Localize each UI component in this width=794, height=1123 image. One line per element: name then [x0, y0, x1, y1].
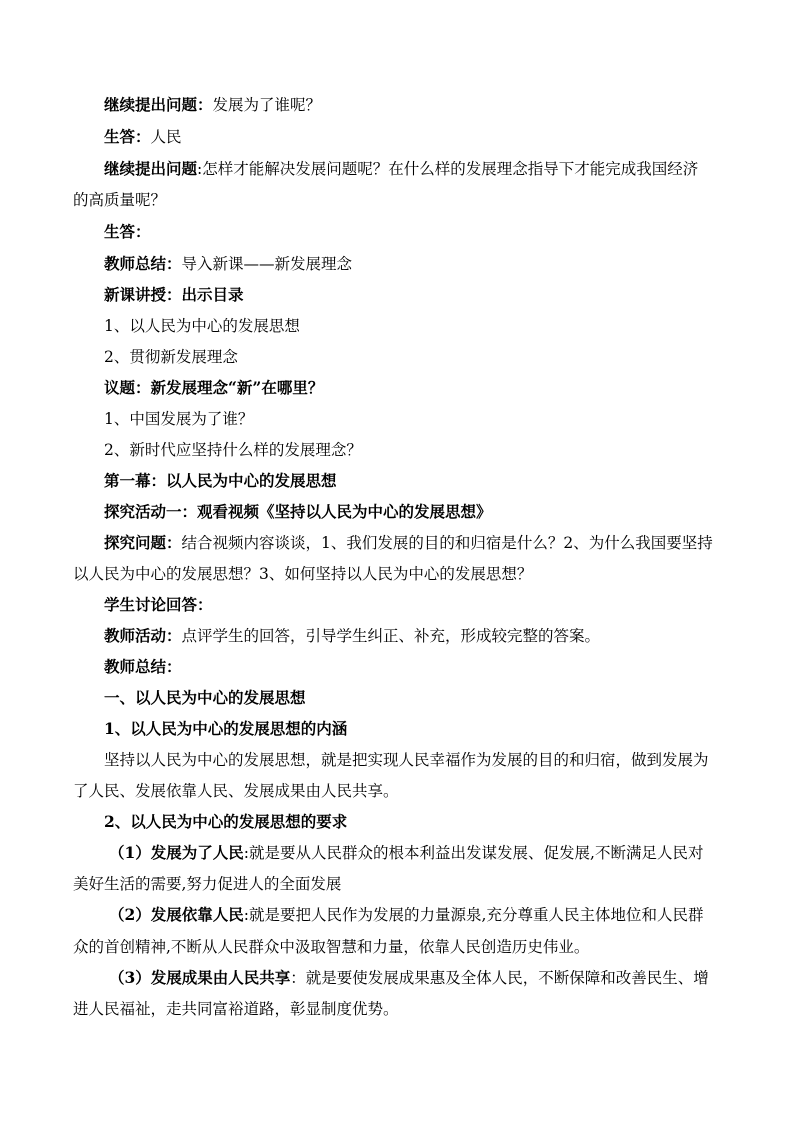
line-question-who: [104, 95, 321, 115]
line-new-lesson: [104, 285, 244, 305]
line-label: （2）发展依靠人民: [109, 905, 244, 924]
line-requirement-3: [109, 968, 709, 988]
line-student-answer-people: [104, 127, 182, 147]
line-label: 生答：: [104, 127, 151, 146]
line-teacher-summary: [104, 657, 182, 677]
line-topic: [104, 378, 323, 398]
line-text: 1、以人民为中心的发展思想: [104, 317, 300, 335]
line-label: 探究问题：: [104, 533, 182, 552]
line-label: 继续提出问题: [104, 159, 198, 178]
line-section-one-1: [104, 719, 347, 739]
line-student-discussion: [104, 595, 213, 615]
line-teacher-summary-intro: [104, 254, 352, 274]
line-label: 探究活动一：观看视频《坚持以人民为中心的发展思想》: [104, 502, 492, 521]
line-label: （1）发展为了人民: [109, 843, 244, 862]
line-activity-video: [104, 502, 492, 522]
line-label: 学生讨论回答：: [104, 595, 213, 614]
line-requirement-2-cont: [73, 937, 589, 957]
line-section-one: [104, 688, 306, 708]
line-requirement-2: [109, 905, 703, 925]
line-text: 进人民福祉，走共同富裕道路，彰显制度优势。: [73, 1000, 399, 1018]
line-label: 生答：: [104, 222, 151, 241]
line-connotation: [104, 750, 709, 770]
line-text: 以人民为中心的发展思想？3、如何坚持以人民为中心的发展思想？: [73, 565, 533, 583]
line-label: （3）发展成果由人民共享: [109, 968, 291, 987]
line-toc-2: [104, 347, 238, 367]
line-section-one-2: [104, 812, 347, 832]
line-text: 发展为了谁呢？: [212, 96, 322, 114]
line-question-how: [104, 159, 698, 179]
line-label: 议题：新发展理念“新”在哪里？: [104, 378, 324, 397]
line-text: 的高质量呢？: [73, 191, 167, 209]
line-requirement-3-cont: [73, 999, 399, 1019]
line-requirement-1-cont: [73, 874, 341, 894]
line-requirement-1: [109, 843, 703, 863]
line-topic-q1: [104, 409, 253, 429]
line-inquiry: [104, 533, 713, 553]
line-text: 众的首创精神,不断从人民群众中汲取智慧和力量，依靠人民创造历史伟业。: [73, 938, 590, 956]
line-label: 2、以人民为中心的发展思想的要求: [104, 812, 348, 831]
line-label: 教师总结：: [104, 254, 182, 273]
line-toc-1: [104, 316, 300, 336]
line-text: :怎样才能解决发展问题呢？在什么样的发展理念指导下才能完成我国经济: [197, 160, 699, 178]
line-text: 了人民、发展依靠人民、发展成果由人民共享。: [73, 782, 399, 800]
line-label: 1、以人民为中心的发展思想的内涵: [104, 719, 348, 738]
line-text: 2、贯彻新发展理念: [104, 348, 238, 366]
line-text: 1、中国发展为了谁？: [104, 410, 254, 428]
line-text: ：就是要使发展成果惠及全体人民，不断保障和改善民生、增: [290, 969, 709, 987]
line-label: 新课讲授：出示目录: [104, 285, 244, 304]
line-student-answer: [104, 222, 151, 242]
line-label: 教师总结：: [104, 657, 182, 676]
line-inquiry-cont: [73, 564, 532, 584]
line-label: 一、以人民为中心的发展思想: [104, 688, 306, 707]
line-text: 结合视频内容谈谈，1、我们发展的目的和归宿是什么？2、为什么我国要坚持: [181, 534, 713, 552]
line-text: 2、新时代应坚持什么样的发展理念？: [104, 441, 362, 459]
line-text: 坚持以人民为中心的发展思想，就是把实现人民幸福作为发展的目的和归宿，做到发展为: [104, 751, 709, 769]
line-text: 人民: [150, 128, 182, 146]
line-label: 继续提出问题：: [104, 95, 213, 114]
line-text: 点评学生的回答，引导学生纠正、补充，形成较完整的答案。: [181, 627, 601, 645]
line-text: :就是要把人民作为发展的力量源泉,充分尊重人民主体地位和人民群: [243, 906, 704, 924]
line-label: 第一幕：以人民为中心的发展思想: [104, 471, 337, 490]
line-label: 教师活动：: [104, 626, 182, 645]
line-text: :就是要从人民群众的根本利益出发谋发展、促发展,不断满足人民对: [243, 844, 704, 862]
line-connotation-cont: [73, 781, 399, 801]
line-text: 导入新课——新发展理念: [181, 255, 353, 273]
line-act-one: [104, 471, 337, 491]
line-text: 美好生活的需要,努力促进人的全面发展: [73, 875, 342, 893]
line-question-how-cont: [73, 190, 166, 210]
line-teacher-activity: [104, 626, 600, 646]
line-topic-q2: [104, 440, 362, 460]
